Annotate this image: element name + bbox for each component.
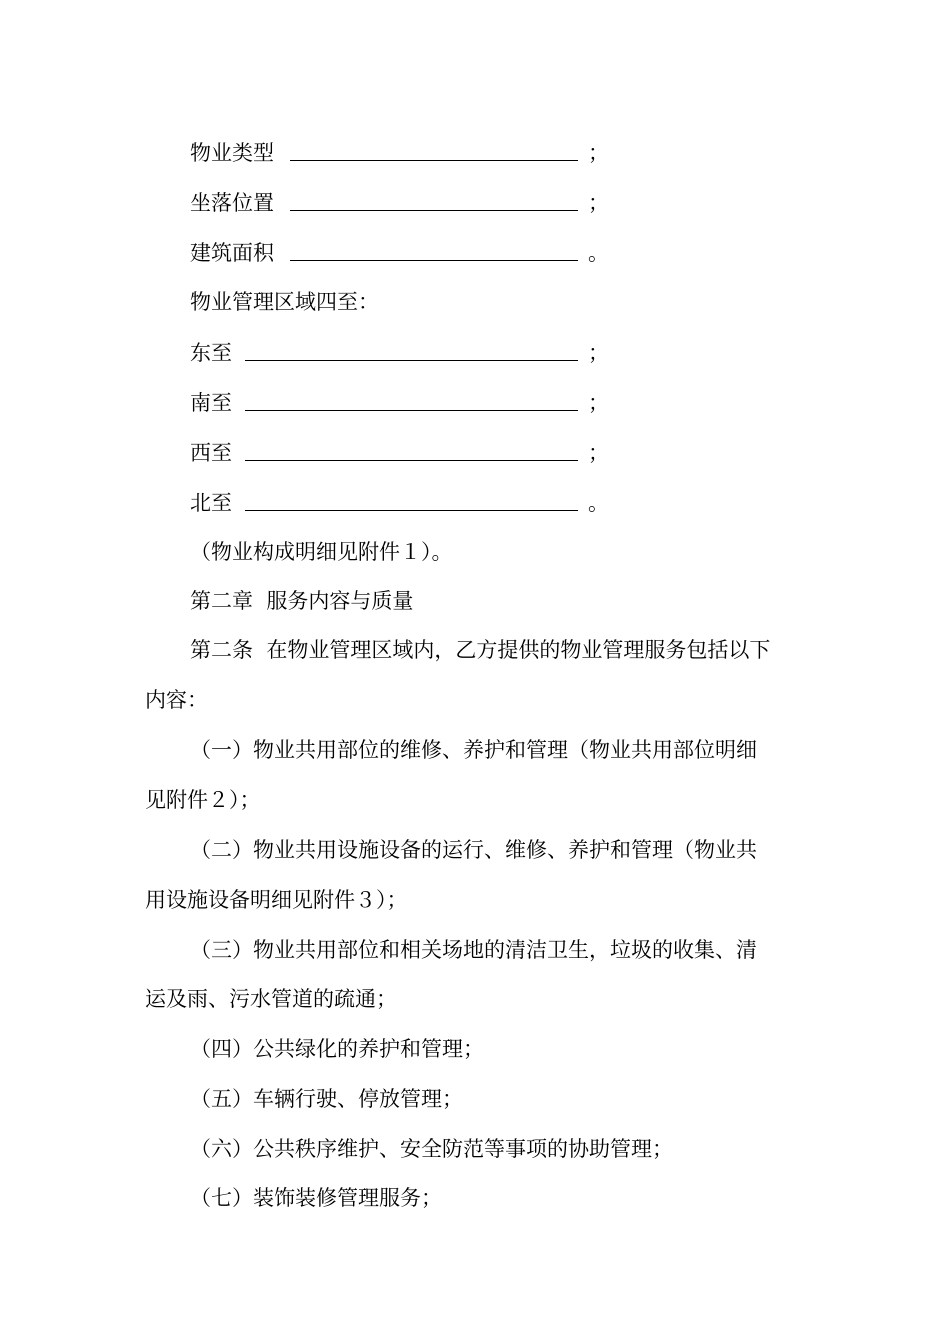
item-5: （五）车辆行驶、停放管理； (190, 1087, 463, 1111)
item-1-line-2: 见附件２）； (145, 788, 261, 812)
item-1-line-1: （一）物业共用部位的维修、养护和管理（物业共用部位明细 (190, 738, 757, 762)
blank-line (290, 160, 578, 161)
chapter-title: 第二章 服务内容与质量 (190, 589, 414, 613)
article-2-line-2: 内容： (145, 688, 208, 712)
item-3-line-2: 运及雨、污水管道的疏通； (145, 987, 397, 1011)
blank-line (245, 410, 578, 411)
field-label: 建筑面积 (190, 241, 274, 265)
field-end: 。 (588, 241, 609, 265)
field-end: ； (588, 191, 609, 215)
item-6: （六）公共秩序维护、安全防范等事项的协助管理； (190, 1137, 673, 1161)
item-7: （七）装饰装修管理服务； (190, 1186, 442, 1210)
field-label: 坐落位置 (190, 191, 274, 215)
property-type-field (190, 138, 609, 166)
boundary-east (190, 338, 609, 366)
item-2-line-1: （二）物业共用设施设备的运行、维修、养护和管理（物业共 (190, 838, 757, 862)
floor-area-field (190, 238, 609, 266)
field-end: ； (588, 341, 609, 365)
field-end: 。 (588, 491, 609, 515)
blank-line (245, 360, 578, 361)
boundary-west (190, 438, 609, 466)
boundary-south (190, 388, 609, 416)
field-end: ； (588, 441, 609, 465)
field-label: 南至 (190, 391, 232, 415)
field-label: 东至 (190, 341, 232, 365)
boundary-north (190, 488, 609, 516)
annex-note: （物业构成明细见附件１）。 (190, 540, 453, 564)
item-3-line-1: （三）物业共用部位和相关场地的清洁卫生，垃圾的收集、清 (190, 938, 757, 962)
blank-line (245, 460, 578, 461)
field-end: ； (588, 391, 609, 415)
article-2-line-1: 第二条 在物业管理区域内，乙方提供的物业管理服务包括以下 (190, 638, 771, 662)
item-4: （四）公共绿化的养护和管理； (190, 1037, 484, 1061)
blank-line (290, 210, 578, 211)
location-field (190, 188, 609, 216)
field-label: 北至 (190, 491, 232, 515)
item-2-line-2: 用设施设备明细见附件３）； (145, 888, 408, 912)
blank-line (290, 260, 578, 261)
field-end: ； (588, 141, 609, 165)
field-label: 西至 (190, 441, 232, 465)
field-label: 物业类型 (190, 141, 274, 165)
blank-line (245, 510, 578, 511)
boundary-heading: 物业管理区域四至： (190, 290, 379, 314)
